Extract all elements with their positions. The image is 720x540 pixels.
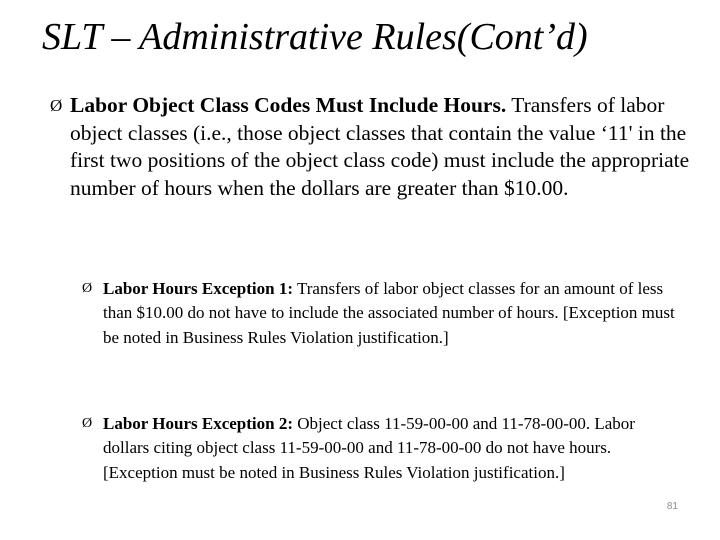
main-bullet-heading: Labor Object Class Codes Must Include Hours.	[70, 93, 507, 117]
sub-bullet-heading: Labor Hours Exception 1:	[103, 279, 294, 298]
slide-title: SLT – Administrative Rules(Cont’d)	[42, 16, 588, 58]
page-number: 81	[666, 501, 678, 512]
sub-bullet-text	[103, 277, 682, 350]
sub-bullet-body: Transfers of labor object classes for an amount of less than $10.00 do not have to include the associated number of hours. [Exception must be noted in Business Rules Violation justification.]	[103, 279, 675, 347]
arrow-bullet-icon: Ø	[82, 281, 93, 296]
main-bullet-body: Transfers of labor object classes (i.e., those object classes that contain the value ‘11' in the first two positions of the object class code) must include the appropriate number of hours when the dollars are greater than $10.00.	[70, 93, 690, 200]
sub-bullet-body: Object class 11-59-00-00 and 11-78-00-00. Labor dollars citing object class 11-59-00-00 and 11-78-00-00 do not have hours. [Exception must be noted in Business Rules Violation justification.]	[103, 414, 635, 482]
sub-bullet-heading: Labor Hours Exception 2:	[103, 414, 294, 433]
sub-bullet-exception-2	[82, 412, 682, 485]
arrow-bullet-icon: Ø	[50, 96, 63, 115]
arrow-bullet-icon: Ø	[82, 416, 93, 431]
sub-bullet-exception-1	[82, 277, 682, 350]
main-bullet-text	[70, 92, 690, 202]
sub-bullet-text	[103, 412, 682, 485]
main-bullet	[50, 92, 690, 202]
